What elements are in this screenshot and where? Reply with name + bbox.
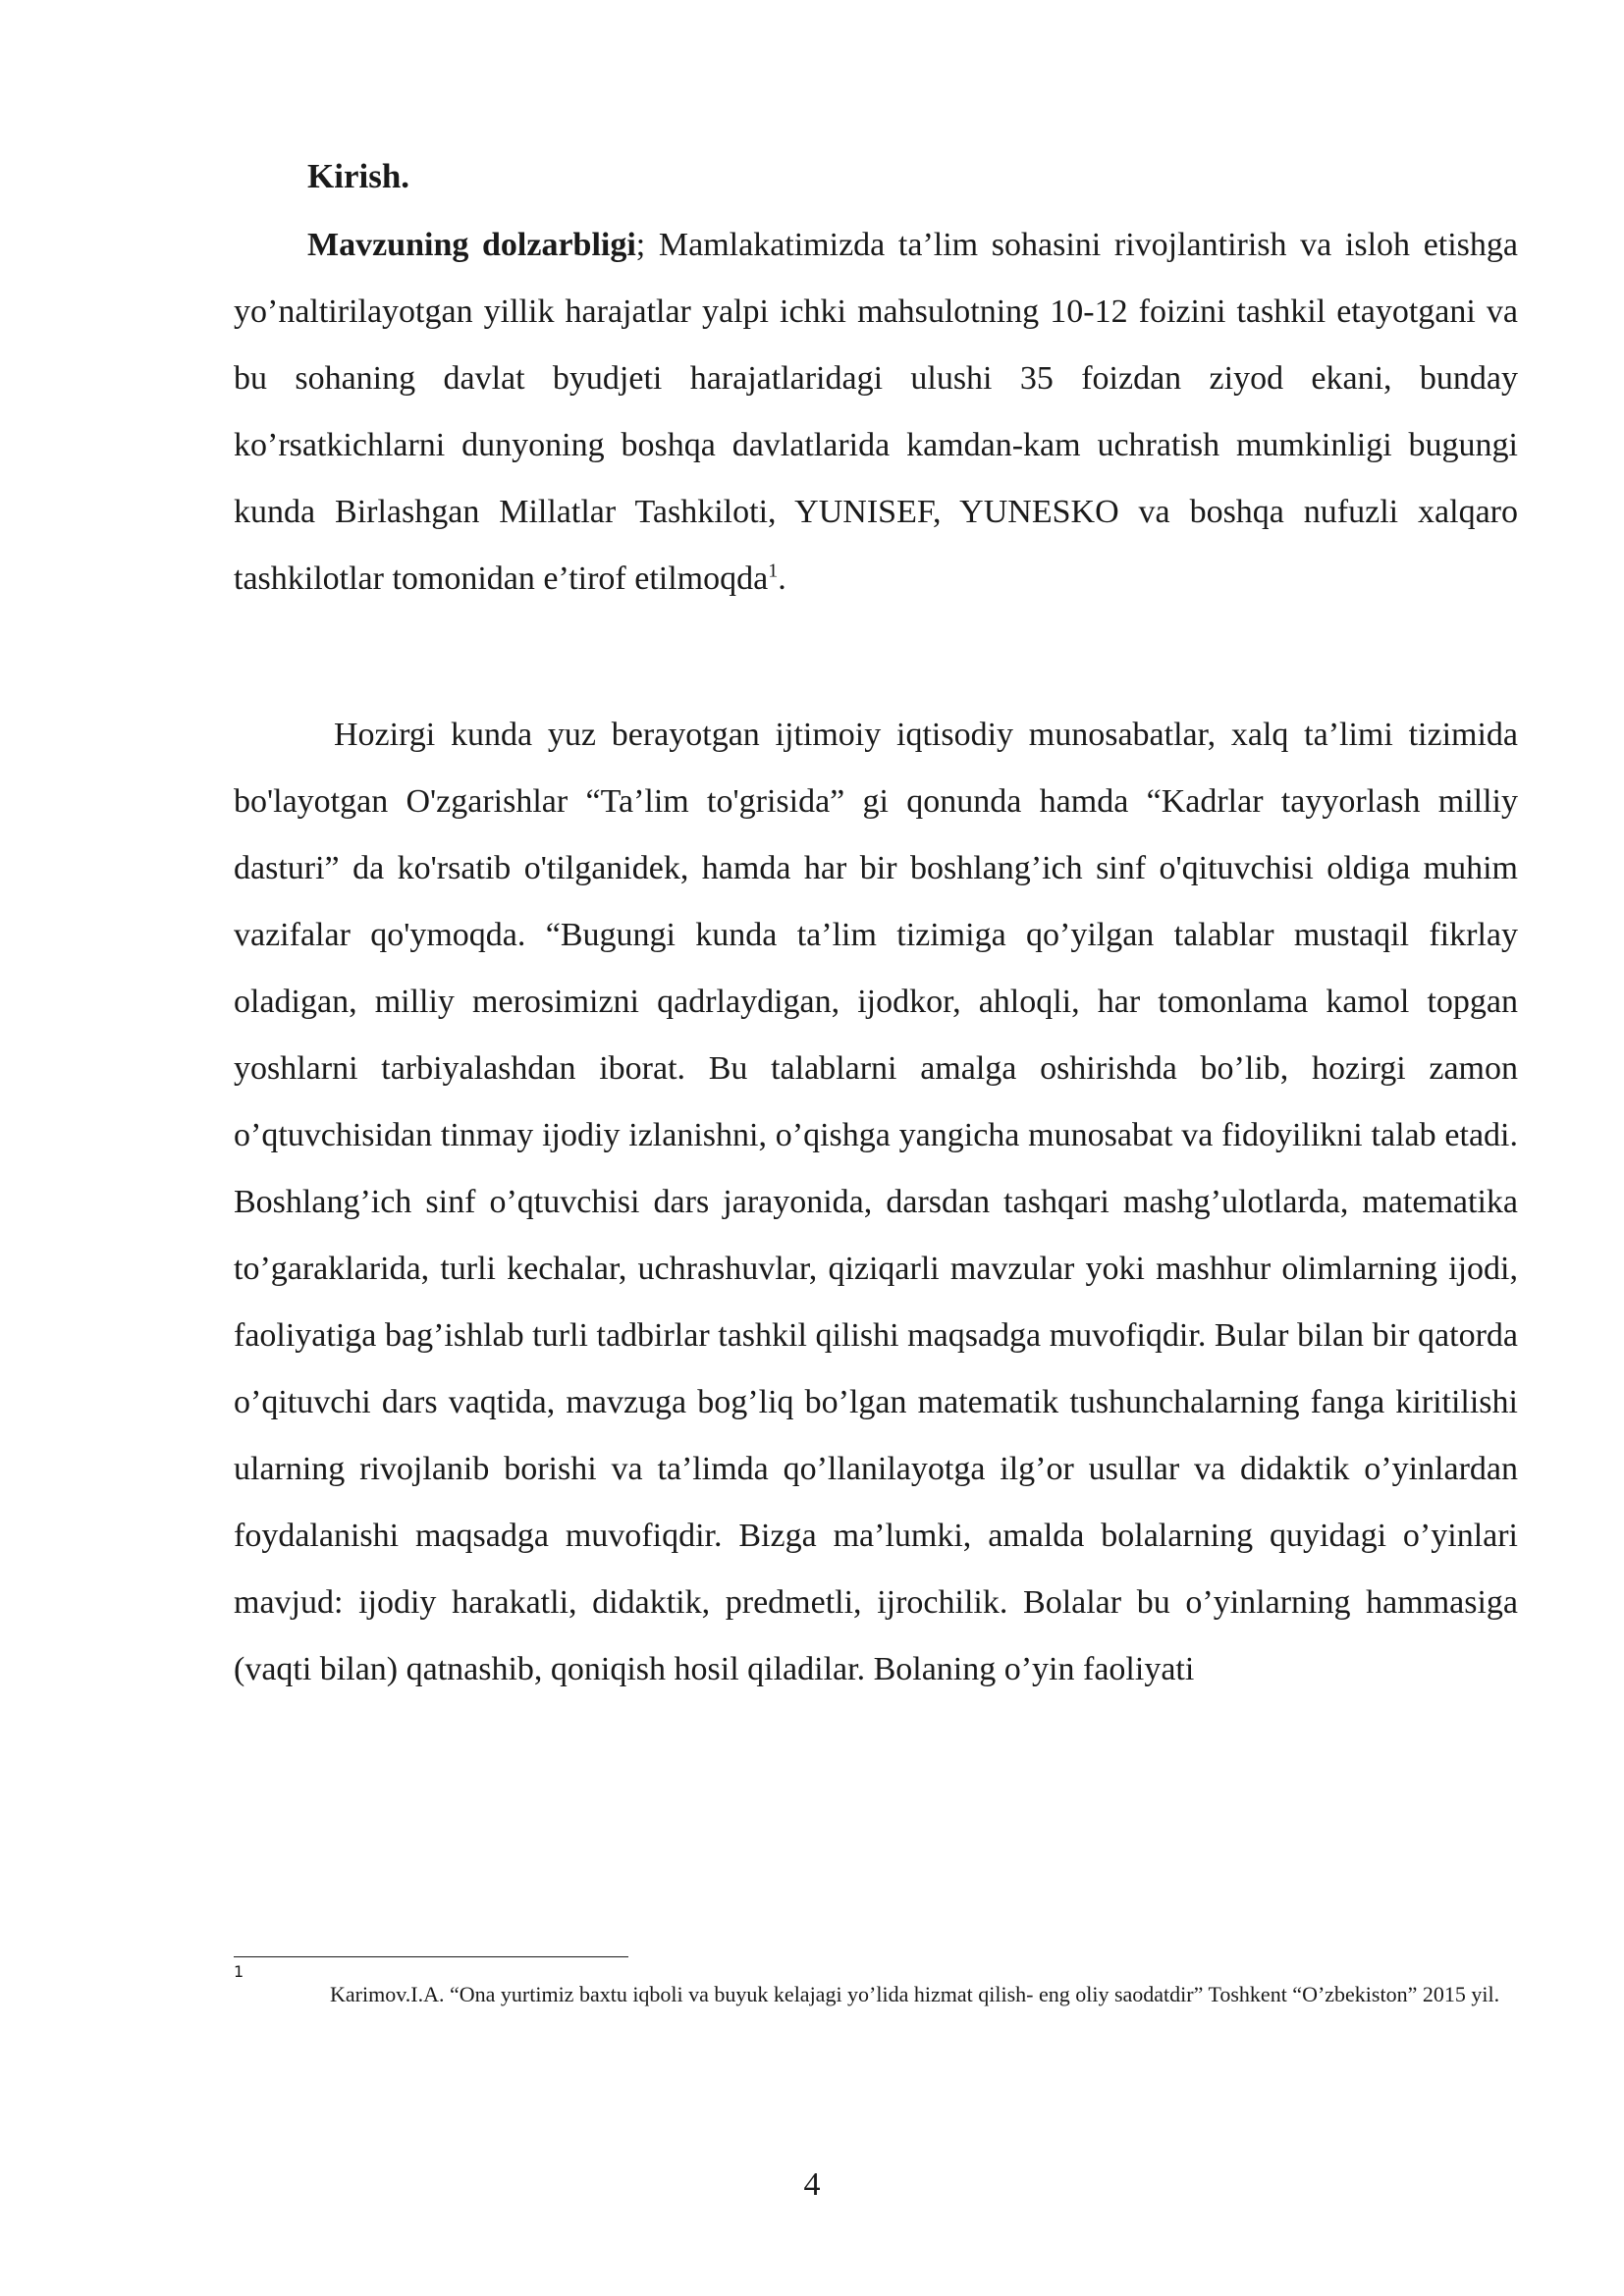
paragraph-main: Hozirgi kunda yuz berayotgan ijtimoiy iqtisodiy munosabatlar, xalq ta’limi tizimida bo'layotgan O'zgarishlar “Ta’lim to'grisida” gi qonunda hamda “Kadrlar tayyorlash milliy dasturi” da ko'rsatib o'tilganidek, hamda har bir boshlang’ich sinf o'qituvchisi oldiga muhim vazifalar qo'ymoqda. “Bugungi kunda ta’lim tizimiga qo’yilgan talablar mustaqil fikrlay oladigan, milliy merosimizni qadrlaydigan, ijodkor, ahloqli, har tomonlama kamol topgan yoshlarni tarbiyalashdan iborat. Bu talablarni amalga oshirishda bo’lib, hozirgi zamon o’qtuvchisidan tinmay ijodiy izlanishni, o’qishga yangicha munosabat va fidoyilikni talab etadi. Boshlang’ich sinf o’qtuvchisi dars jarayonida, darsdan tashqari mashg’ulotlarda, matematika to’garaklarida, turli kechalar, uchrashuvlar, qiziqarli mavzular yoki mashhur olimlarning ijodi, faoliyatiga bag’ishlab turli tadbirlar tashkil qilishi maqsadga muvofiqdir. Bular bilan bir qatorda o’qituvchi dars vaqtida, mavzuga bog’liq bo’lgan matematik tushunchalarning fanga kiritilishi ularning rivojlanib borishi va ta’limda qo’llanilayotga ilg’or usullar va didaktik o’yinlardan foydalanishi maqsadga muvofiqdir. Bizga ma’lumki, amalda bolalarning quyidagi o’yinlari mavjud: ijodiy harakatli, didaktik, predmetli, ijrochilik. Bolalar bu o’yinlarning hammasiga (vaqti bilan) qatnashib, qoniqish hosil qiladilar. Bolaning o’yin faoliyati [234,717,1518,1687]
footnote-text: Karimov.I.A. “Ona yurtimiz baxtu iqboli va buyuk kelajagi yo’lida hizmat qilish- eng oliy saodatdir” Toshkent “O’zbekiston” 2015 yil. [330,1982,1500,2006]
paragraph-relevance [234,212,1518,613]
footnote-reference[interactable]: 1 [768,560,779,582]
footnote-number: 1 [234,1962,244,1981]
relevance-end: . [778,561,786,597]
relevance-text: ; Mamlakatimizda ta’lim sohasini rivojlantirish va isloh etishga yo’naltirilayotgan yillik harajatlar yalpi ichki mahsulotning 10-12 foizini tashkil etayotgani va bu sohaning davlat byudjeti harajatlaridagi ulushi 35 foizdan ziyod ekani, bunday ko’rsatkichlarni dunyoning boshqa davlatlarida kamdan-kam uchratish mumkinligi bugungi kunda Birlashgan Millatlar Tashkiloti, YUNISEF, YUNESKO va boshqa nufuzli xalqaro tashkilotlar tomonidan e’tirof etilmoqda [234,227,1518,597]
page-number: 4 [803,2166,821,2203]
footnote-separator [234,1956,628,1957]
section-heading: Kirish. [307,157,410,195]
relevance-lead: Mavzuning dolzarbligi [307,227,636,263]
